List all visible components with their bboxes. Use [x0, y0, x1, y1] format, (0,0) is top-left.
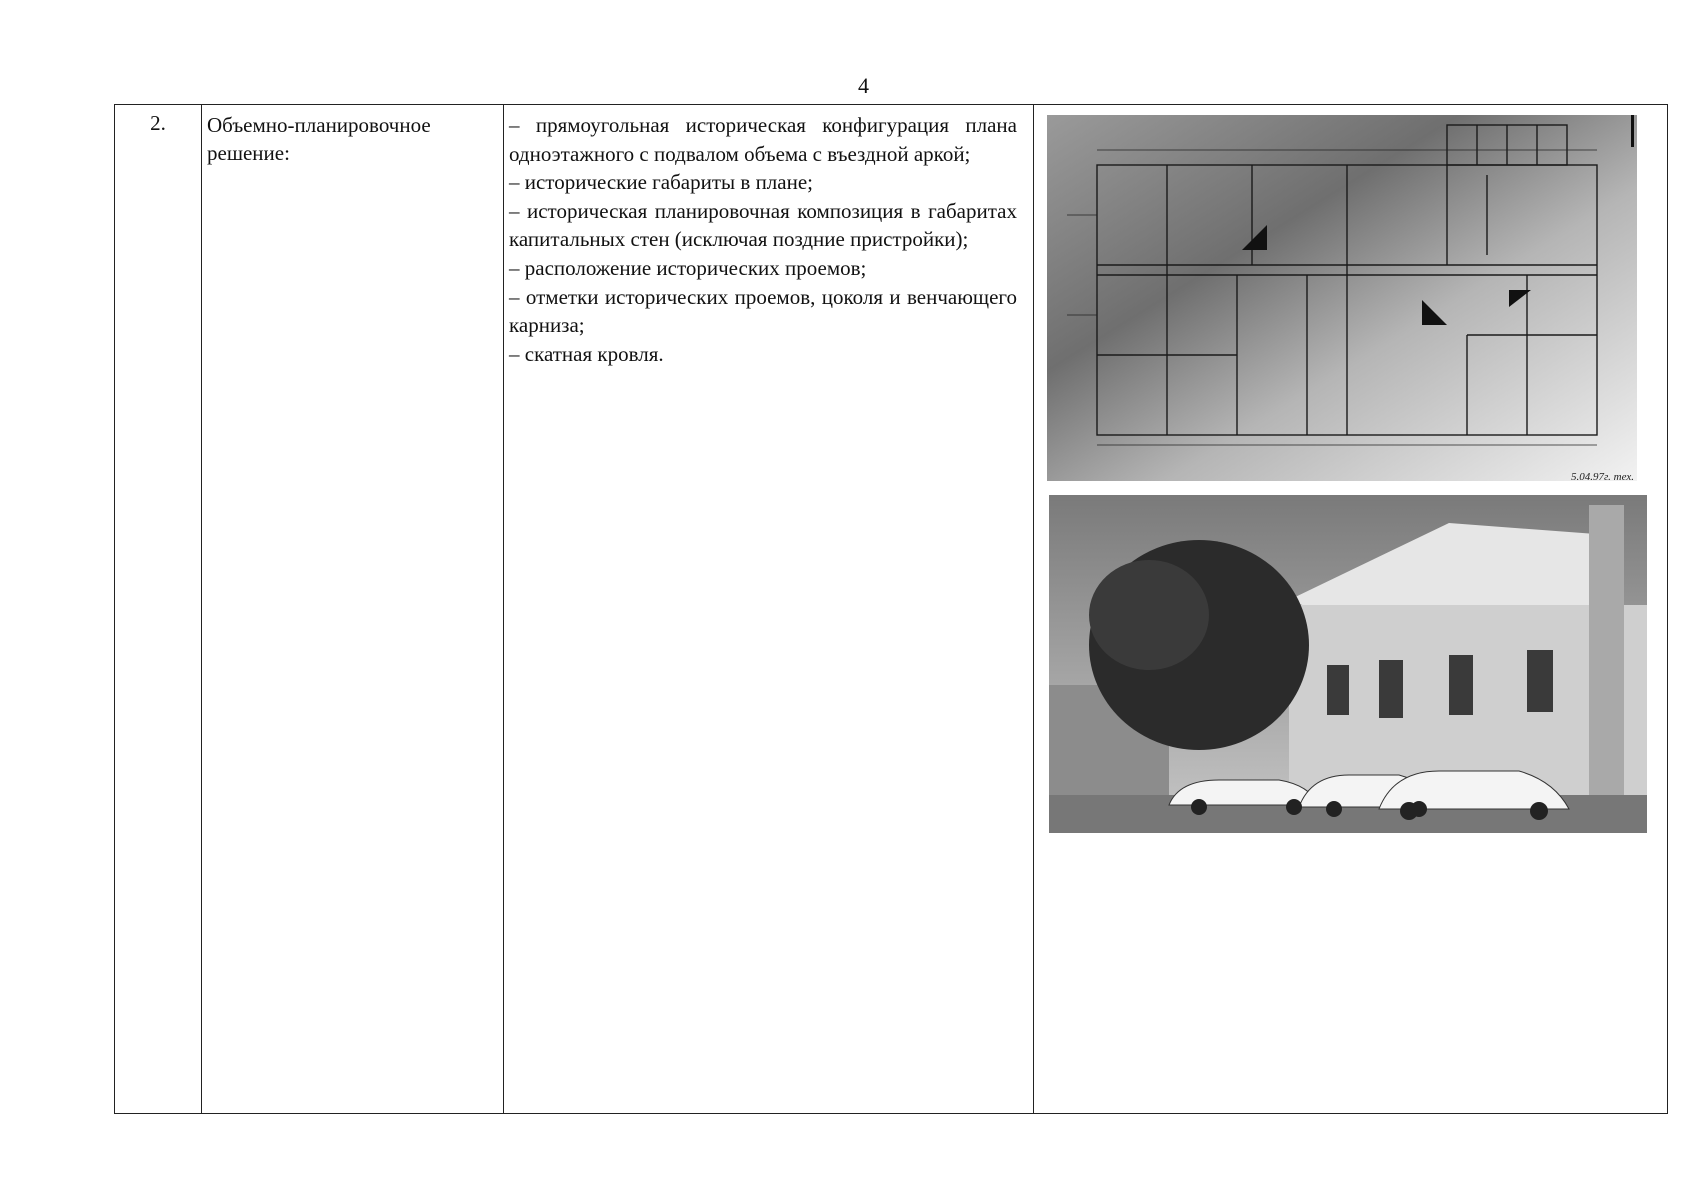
column-divider — [1033, 105, 1034, 1113]
floor-plan-image — [1047, 115, 1647, 485]
features-table — [114, 104, 1668, 1114]
column-divider — [503, 105, 504, 1113]
plan-note: 5.04.97г. тех. — [1571, 471, 1634, 483]
feature-item: – историческая планировочная композиция в габаритах капитальных стен (исключая поздние пристройки); — [509, 198, 1017, 252]
row-title: Объемно-планировочное решение: — [207, 113, 431, 165]
feature-list — [509, 111, 1017, 368]
feature-item: – отметки исторических проемов, цоколя и венчающего карниза; — [509, 284, 1017, 338]
feature-item: – исторические габариты в плане; — [509, 170, 813, 195]
feature-item: – скатная кровля. — [509, 341, 664, 366]
page-number: 4 — [858, 73, 869, 98]
building-photo — [1049, 495, 1647, 833]
feature-item: – прямоугольная историческая конфигурация плана одноэтажного с подвалом объема с въездной аркой; — [509, 113, 1017, 166]
column-divider — [201, 105, 202, 1113]
row-number: 2. — [150, 111, 166, 135]
feature-item: – расположение исторических проемов; — [509, 255, 867, 280]
